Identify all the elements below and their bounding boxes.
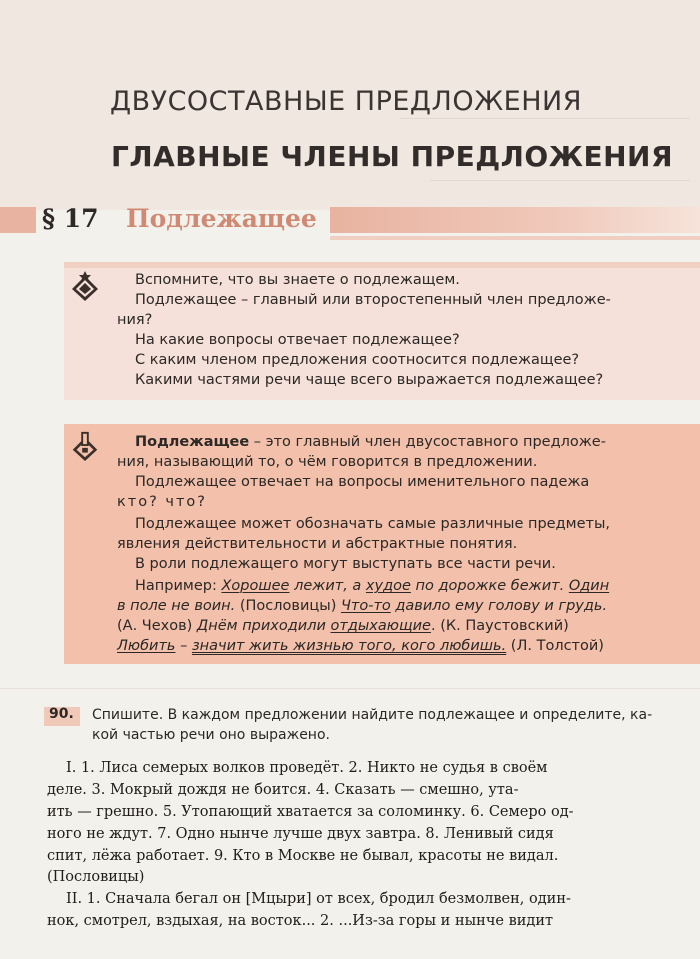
rule-example-line-3 <box>117 618 569 634</box>
exercise-line: ного не ждут. 7. Одно нынче лучше двух завтра. 8. Ленивый сидя <box>47 826 554 842</box>
rule-term: Подлежащее <box>135 434 250 450</box>
example-source: (Л. Толстой) <box>506 638 604 654</box>
rule-example-line-2 <box>117 598 607 614</box>
example-dash: – <box>175 638 192 654</box>
chapter-subtitle: ГЛАВНЫЕ ЧЛЕНЫ ПРЕДЛОЖЕНИЯ <box>111 140 674 173</box>
exercise-line: (Пословицы) <box>47 869 145 885</box>
example-source: (А. Чехов) <box>117 618 197 634</box>
rule-line-7: В роли подлежащего могут выступать все части речи. <box>135 556 556 572</box>
exercise-line: спит, лёжа работает. 9. Кто в Москве не бывал, красоты не видал. <box>47 848 559 864</box>
rule-example-line-4 <box>117 638 604 654</box>
rule-exclamation-icon <box>70 430 100 462</box>
example-subject: Один <box>568 578 610 594</box>
recall-line: Подлежащее – главный или второстепенный член предложе- <box>135 292 611 308</box>
rule-line-3: Подлежащее отвечает на вопросы именительного падежа <box>135 474 590 490</box>
example-source: (Пословицы) <box>235 598 341 614</box>
rule-definition: – это главный член двусоставного предложе- <box>249 434 606 450</box>
recall-line: На какие вопросы отвечает подлежащее? <box>135 332 460 348</box>
background-line <box>400 118 690 119</box>
recall-box-strip <box>64 262 700 268</box>
section-number: § 17 <box>42 204 99 233</box>
example-text: лежит, а <box>289 578 366 594</box>
section-strip-right <box>330 207 700 233</box>
exercise-line: ить — грешно. 5. Утопающий хватается за соломинку. 6. Семеро од- <box>47 804 574 820</box>
exercise-number: 90. <box>49 706 74 722</box>
example-text: в поле не воин. <box>117 598 236 614</box>
rule-line-5: Подлежащее может обозначать самые различные предметы, <box>135 516 610 532</box>
example-predicate: значит жить жизнью того, кого любишь. <box>191 638 507 654</box>
example-subject: Что-то <box>340 598 391 614</box>
example-text: Днём приходили <box>196 618 331 634</box>
recall-line: С каким членом предложения соотносится подлежащее? <box>135 352 580 368</box>
rule-example-line-1 <box>135 578 609 594</box>
exercise-instruction: Спишите. В каждом предложении найдите подлежащее и определите, ка- <box>92 707 653 723</box>
recall-diamond-icon <box>70 270 100 302</box>
rule-line-1 <box>135 434 606 450</box>
example-subject: отдыхающие <box>330 618 431 634</box>
section-strip-thin <box>330 236 700 240</box>
example-source: . (К. Паустовский) <box>430 618 569 634</box>
rule-line-6: явления действительности и абстрактные понятия. <box>117 536 518 552</box>
example-subject: Хорошее <box>221 578 290 594</box>
recall-line: ния? <box>117 312 153 328</box>
exercise-line: II. 1. Сначала бегал он [Мцыри] от всех, бродил безмолвен, один- <box>66 891 571 907</box>
section-strip-left <box>0 207 36 233</box>
example-subject: Любить <box>117 638 176 654</box>
example-text: Например: <box>135 578 222 594</box>
rule-line-2: ния, называющий то, о чём говорится в предложении. <box>117 454 538 470</box>
rule-line-4: кто? что? <box>117 494 207 510</box>
exercise-instruction: кой частью речи оно выражено. <box>92 727 330 743</box>
example-text: по дорожке бежит. <box>410 578 569 594</box>
exercise-line: деле. 3. Мокрый дождя не боится. 4. Сказать — смешно, ута- <box>47 782 519 798</box>
recall-line: Вспомните, что вы знаете о подлежащем. <box>135 272 460 288</box>
section-title: Подлежащее <box>126 204 317 233</box>
exercise-line: нок, смотрел, вздыхая, на восток... 2. ...Из-за горы и нынче видит <box>47 913 554 929</box>
example-text: давило ему голову и грудь. <box>390 598 608 614</box>
background-line <box>430 180 690 181</box>
example-subject: худое <box>365 578 411 594</box>
recall-line: Какими частями речи чаще всего выражается подлежащее? <box>135 372 604 388</box>
chapter-title: ДВУСОСТАВНЫЕ ПРЕДЛОЖЕНИЯ <box>110 86 582 117</box>
divider <box>0 688 700 689</box>
exercise-line: I. 1. Лиса семерых волков проведёт. 2. Никто не судья в своём <box>66 760 548 776</box>
